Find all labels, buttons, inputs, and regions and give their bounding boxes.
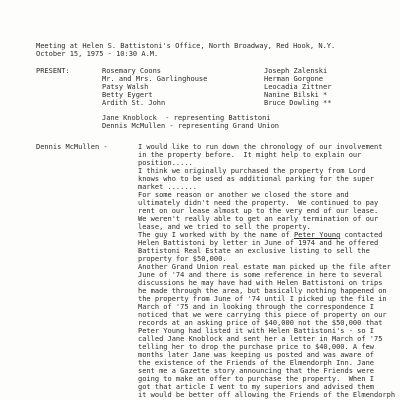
attendee: Nanine Bilski * — [264, 91, 328, 99]
attendee: Bruce Dowling ** — [264, 99, 332, 107]
attendee: Herman Gorgone — [264, 75, 324, 83]
present-label: PRESENT: — [36, 67, 70, 75]
speech-line: the existence of the Friends of the Elmendorph Inn. Jane — [138, 359, 375, 367]
speech-line: got that article I went to my superiors and advised them — [138, 383, 375, 391]
attendee: Leocadia Zittner — [264, 83, 332, 91]
attendee: Ardith St. John — [102, 99, 166, 107]
representative: Jane Knoblock - representing Battistoni — [102, 114, 271, 122]
speech-line: going to make an offer to purchase the property. When I — [138, 375, 375, 383]
speech-line: Peter Young had listed it with Helen Battistoni's - so I — [138, 327, 375, 335]
speech-line: it would be better off allowing the Friends of the Elmendorph — [138, 391, 396, 399]
speech-line: I would like to run down the chronology of our involvement — [138, 143, 383, 151]
speech-line: months later Jane was keeping us posted and was aware of — [138, 351, 375, 359]
meeting-location: Meeting at Helen S. Battistoni's Office, North Broadway, Red Hook, N.Y. — [36, 42, 336, 50]
speech-line: Helen Battistoni by letter in June of 1974 and he offered — [138, 239, 379, 247]
speech-line-end: contacted — [340, 231, 383, 239]
speech-line: June of '74 and there is some reference in here to several — [138, 271, 383, 279]
attendee: Rosemary Coons — [102, 67, 162, 75]
speaker-name: Dennis McMullen - — [36, 143, 108, 151]
underlined-name: Peter Young — [293, 231, 341, 239]
speech-line: called Jane Knoblock and sent her a letter in March of '75 — [138, 335, 383, 343]
speech-line: Battistoni Real Estate an exclusive listing to sell the — [138, 247, 370, 255]
speech-line: ultimately didn't need the property. We continued to pay — [138, 199, 379, 207]
speech-line: in the property before. It might help to explain our — [138, 151, 362, 159]
representative: Dennis McMullen - representing Grand Union — [102, 122, 280, 130]
speech-line: rent on our lease almost up to the very end of our lease. — [138, 207, 379, 215]
meeting-date: October 15, 1975 - 10:30 A.M. — [36, 50, 159, 58]
speech-line: noticed that we were carrying this piece of property on our — [138, 311, 387, 319]
speech-line: We weren't really able to get an early termination of our — [138, 215, 379, 223]
speech-line: knows who to be used as additional parking for the super — [138, 175, 375, 183]
speech-line: Another Grand Union real estate man picked up the file after — [138, 263, 391, 271]
speech-line: position..... — [138, 159, 193, 167]
attendee: Mr. and Mrs. Garlinghouse — [102, 75, 208, 83]
speech-line: sent me a Gazette story announcing that the Friends were — [138, 367, 375, 375]
speech-line: lease, and we tried to sell the property. — [138, 223, 311, 231]
speech-line: the property from June of '74 until I picked up the file in — [138, 295, 387, 303]
speech-line: March of '75 and in looking through the correspondence I — [138, 303, 375, 311]
speech-line: records at an asking price of $40,000 not the $50,000 that — [138, 319, 383, 327]
speech-line — [138, 231, 382, 239]
speech-line: For some reason or another we closed the store and — [138, 191, 349, 199]
attendee: Joseph Zalenski — [264, 67, 328, 75]
speech-line: I think we originally purchased the property from Lord — [138, 167, 366, 175]
attendee: Betty Eygert — [102, 91, 153, 99]
speech-line: property for $50,000. — [138, 255, 227, 263]
speech-line: discussions he may have had with Helen Battistoni on trips — [138, 279, 383, 287]
speech-line: market ....... — [138, 183, 198, 191]
attendee: Patsy Walsh — [102, 83, 149, 91]
speech-line: telling her to drop the purchase price to $40,000. A few — [138, 343, 375, 351]
speech-line-start: The guy I worked with by the name of — [138, 231, 294, 239]
speech-line: he made through the area, but basically nothing happened on — [138, 287, 387, 295]
